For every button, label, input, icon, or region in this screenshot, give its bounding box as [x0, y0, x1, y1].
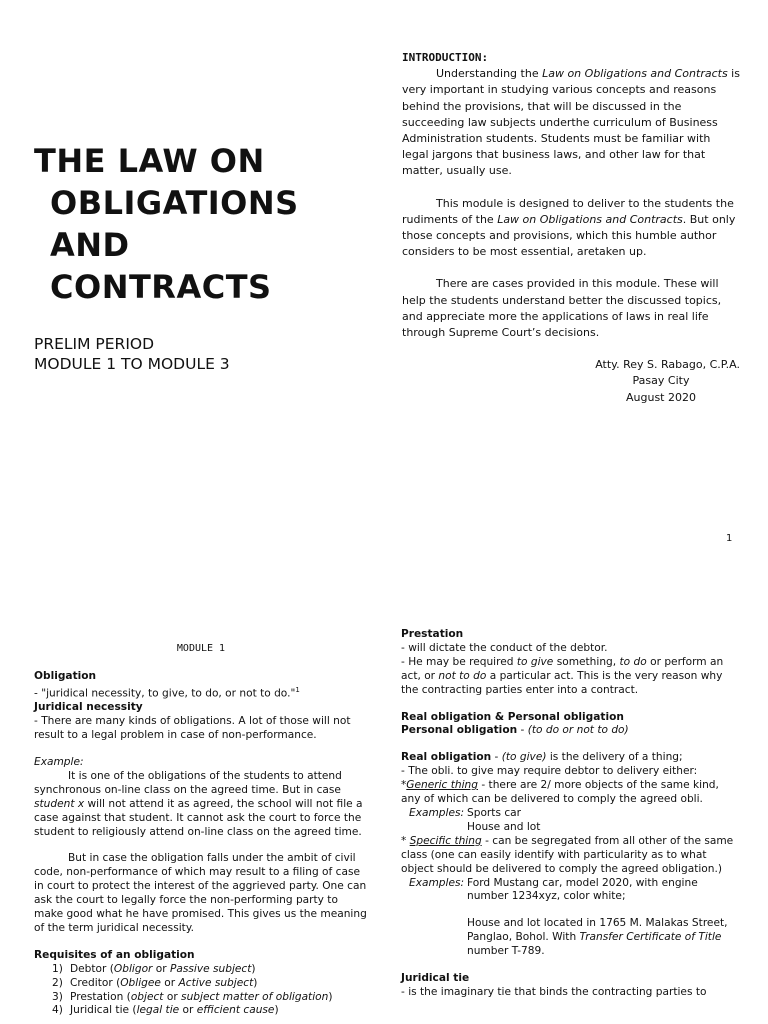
examples-label: Examples: [409, 806, 465, 819]
prestation-heading: Prestation [401, 628, 464, 640]
examples-label: Examples: [409, 876, 465, 889]
text: not to do [438, 669, 487, 682]
period-label: PRELIM PERIOD [34, 335, 155, 353]
text: Active subject [178, 976, 254, 989]
list-number: 1) [52, 962, 63, 975]
text: will not attend it as agreed, the school will not file a case against that student. It cannot ask the court to force the student to religiously attend on-line class on the agreed time. [34, 797, 363, 838]
left-column [34, 642, 368, 1018]
list-item [52, 1004, 368, 1018]
example-paragraph-1 [34, 770, 368, 840]
text: ) [328, 990, 333, 1003]
text: or [160, 976, 179, 989]
text: (to give) [501, 751, 547, 764]
text: Prestation ( [70, 990, 131, 1003]
text: or [179, 1004, 197, 1017]
title-line: THE LAW ON [34, 142, 265, 180]
text: - He may be required [401, 655, 517, 668]
list-item [52, 991, 368, 1005]
text: * [401, 779, 407, 792]
text: It is one of the obligations of the students to attend synchronous on-line class on the agreed time. But in case [34, 769, 342, 796]
list-number: 3) [52, 990, 63, 1003]
author-date: August 2020 [626, 390, 696, 404]
law-title: Law on Obligations and Contracts [542, 67, 728, 81]
list-item [52, 963, 368, 977]
text: student x [34, 797, 85, 810]
document-title [34, 140, 299, 308]
real-personal-heading: Real obligation & Personal obligation [401, 710, 624, 723]
text: Real obligation [401, 751, 492, 764]
text: This module is designed to deliver to the students the rudiments of the [402, 196, 734, 226]
generic-thing-item [401, 779, 741, 807]
page-number: 1 [726, 533, 733, 544]
text: Personal obligation [401, 724, 518, 737]
text: Specific thing [409, 834, 482, 847]
module-heading: MODULE 1 [176, 643, 226, 654]
title-line: CONTRACTS [50, 268, 272, 306]
example-label: Example: [34, 755, 84, 768]
text: . But only those concepts and provisions, which this humble author considers to be most essential, aretaken up. [402, 212, 736, 259]
text: House and lot located in 1765 M. Malakas Street, Panglao, Bohol. With [467, 917, 728, 944]
text: Debtor ( [70, 962, 114, 975]
real-obligation-line-2: - The obli. to give may require debtor to delivery either: [401, 765, 698, 778]
text: - "juridical necessity, to give, to do, or not to do." [34, 687, 296, 700]
list-item [52, 977, 368, 991]
requisites-list [34, 963, 368, 1019]
text: to give [516, 655, 554, 668]
juridical-tie-text: - is the imaginary tie that binds the contracting parties to [401, 985, 707, 998]
text: object [130, 990, 164, 1003]
text: or [152, 962, 170, 975]
author-place: Pasay City [632, 374, 690, 388]
right-column [401, 628, 741, 1000]
personal-obligation-line [401, 724, 741, 738]
obligation-heading: Obligation [34, 669, 97, 682]
text: number T-789. [467, 945, 545, 958]
text: Transfer Certificate of Title [579, 931, 722, 944]
footnote-mark: 1 [295, 685, 300, 694]
text: efficient cause [196, 1004, 275, 1017]
text: legal tie [136, 1004, 180, 1017]
text: Creditor ( [70, 976, 121, 989]
prestation-line-2 [401, 656, 741, 698]
list-number: 4) [52, 1004, 63, 1017]
text: - there are 2/ more objects of the same kind, any of which can be delivered to comply the agreed obli. [401, 779, 719, 806]
example-item [467, 917, 741, 959]
obligation-definition [34, 684, 368, 701]
example-item: House and lot [467, 820, 541, 833]
title-line: OBLIGATIONS [50, 184, 299, 222]
text: is very important in studying various concepts and reasons behind the provisions, that will be discussed in the succeeding law subjects underthe curriculum of Business Administration students. Students must be familiar with legal jargons that business laws, and other law for that matter, usually use. [402, 67, 740, 178]
author-name: Atty. Rey S. Rabago, C.P.A. [595, 358, 740, 372]
text: Obligor [113, 962, 153, 975]
text: or perform an act, or [401, 655, 724, 682]
introduction-heading: INTRODUCTION: [402, 51, 489, 64]
text: ) [251, 962, 256, 975]
text: Juridical tie ( [70, 1004, 137, 1017]
examples-body [467, 807, 741, 835]
examples-body [467, 877, 741, 960]
text: Generic thing [406, 779, 478, 792]
text: - can be segregated from all other of the same class (one can easily identify with particularity as to what object should be delivered to comply the agreed obligation.) [401, 834, 734, 875]
example-paragraph-2: But in case the obligation falls under the ambit of civil code, non-performance of which may result to a filing of case in court to protect the interest of the aggrieved party. One can ask the court to legally force the non-performing party to make good what he have promised. This gives us the meaning of the term juridical necessity. [34, 852, 367, 934]
generic-examples [401, 807, 741, 835]
text: a particular act. This is the very reason why the contracting parties enter into a contract. [401, 669, 723, 696]
text: * [401, 834, 410, 847]
text: ) [274, 1004, 279, 1017]
text: is the delivery of a thing; [546, 751, 683, 764]
title-line: AND [50, 226, 130, 264]
text: to do [619, 655, 647, 668]
period-block [34, 334, 230, 374]
text: (to do or not to do) [527, 724, 629, 737]
juridical-necessity-text: - There are many kinds of obligations. A lot of those will not result to a legal problem in case of non-performance. [34, 715, 351, 742]
signature-block [402, 357, 740, 406]
list-number: 2) [52, 976, 63, 989]
text: Obligee [120, 976, 161, 989]
text: - [491, 751, 502, 764]
example-item: Sports car [467, 806, 521, 819]
specific-thing-item [401, 835, 741, 877]
juridical-necessity-heading: Juridical necessity [34, 701, 143, 714]
text: something, [553, 655, 620, 668]
law-title: Law on Obligations and Contracts [497, 212, 683, 226]
intro-paragraph-2 [402, 196, 740, 261]
text: Passive subject [169, 962, 252, 975]
text: or [163, 990, 182, 1003]
intro-paragraph-3: There are cases provided in this module. These will help the students understand better the discussed topics, and appreciate more the applications of laws in real life through Supreme Court’s decisions. [402, 277, 722, 340]
example-item: Ford Mustang car, model 2020, with engine number 1234xyz, color white; [467, 876, 698, 903]
prestation-line-1: - will dictate the conduct of the debtor. [401, 641, 608, 654]
specific-examples [401, 877, 741, 960]
real-obligation-line [401, 751, 741, 765]
text: Understanding the [436, 67, 543, 81]
introduction-section [402, 50, 740, 406]
text: - [517, 724, 528, 737]
requisites-heading: Requisites of an obligation [34, 948, 195, 961]
text: ) [253, 976, 258, 989]
intro-paragraph-1 [402, 66, 740, 179]
modules-label: MODULE 1 TO MODULE 3 [34, 355, 230, 373]
text: subject matter of obligation [181, 990, 329, 1003]
juridical-tie-heading: Juridical tie [401, 972, 470, 985]
